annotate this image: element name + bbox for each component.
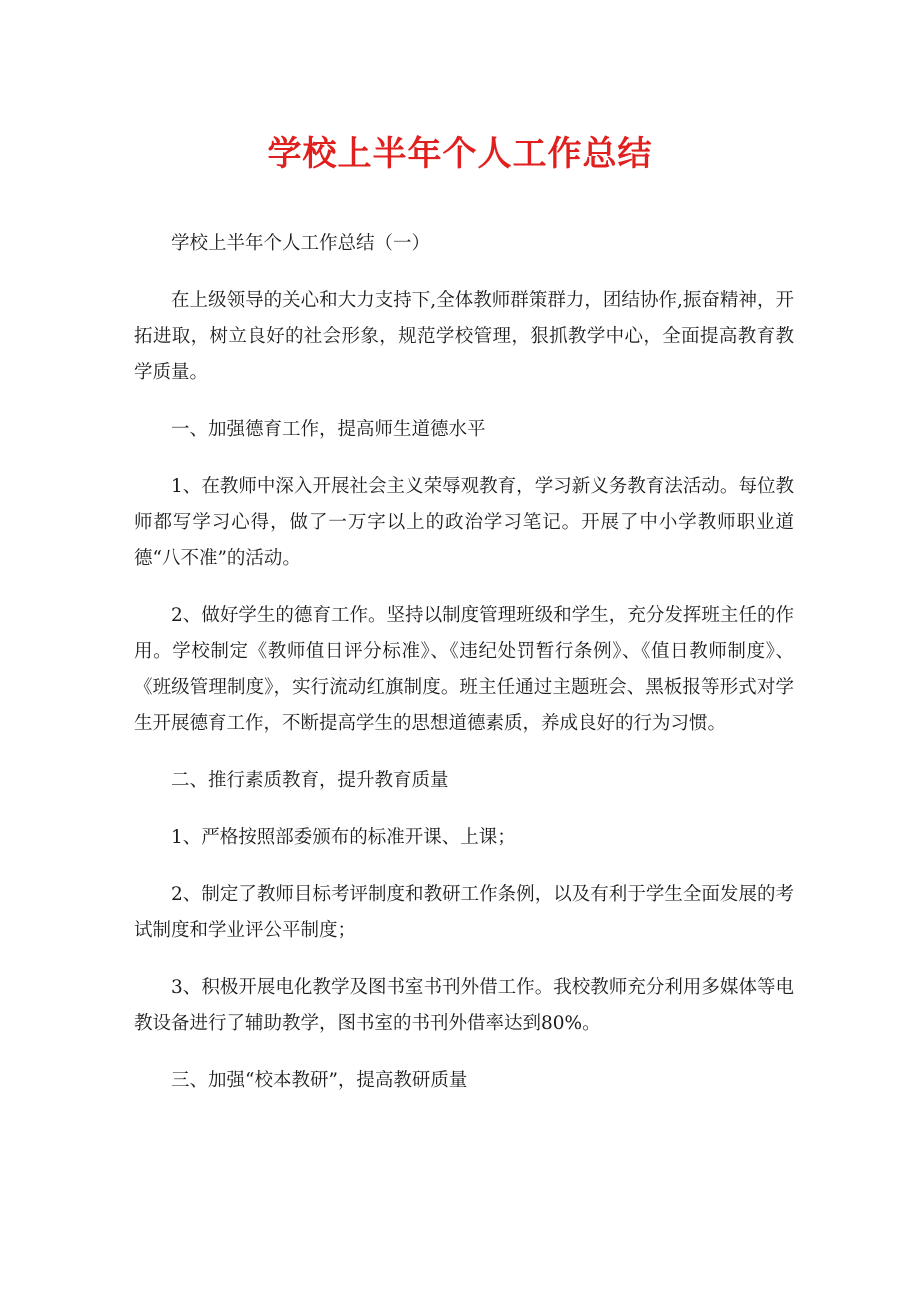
- document-body: [134, 226, 794, 1120]
- paragraph-curriculum-standards: 1、严格按照部委颁布的标准开课、上课；: [171, 827, 516, 848]
- paragraph-multimedia-library: 3、积极开展电化教学及图书室书刊外借工作。我校教师充分利用多媒体等电教设备进行了辅助教学，图书室的书刊外借率达到80%。: [134, 977, 794, 1034]
- intro-paragraph: 在上级领导的关心和大力支持下,全体教师群策群力，团结协作,振奋精神，开拓进取，树立良好的社会形象，规范学校管理，狠抓教学中心，全面提高教育教学质量。: [134, 290, 794, 383]
- heading-quality-education: 二、推行素质教育，提升教育质量: [171, 770, 449, 791]
- document-title: 学校上半年个人工作总结: [267, 134, 653, 174]
- paragraph-evaluation-systems: 2、制定了教师目标考评制度和教研工作条例，以及有利于学生全面发展的考试制度和学业评公平制度；: [134, 884, 794, 941]
- paragraph-student-moral-work: 2、做好学生的德育工作。坚持以制度管理班级和学生，充分发挥班主任的作用。学校制定《教师值日评分标准》、《违纪处罚暂行条例》、《值日教师制度》、《班级管理制度》，实行流动红旗制度。班主任通过主题班会、黑板报等形式对学生开展德育工作，不断提高学生的思想道德素质，养成良好的行为习惯。: [134, 605, 794, 734]
- paragraph-teacher-education: 1、在教师中深入开展社会主义荣辱观教育，学习新义务教育法活动。每位教师都写学习心得，做了一万字以上的政治学习笔记。开展了中小学教师职业道德“八不准”的活动。: [134, 476, 794, 569]
- heading-school-research: 三、加强“校本教研”，提高教研质量: [171, 1070, 468, 1091]
- heading-moral-education: 一、加强德育工作，提高师生道德水平: [171, 419, 486, 440]
- section-subtitle: 学校上半年个人工作总结（一）: [171, 233, 431, 254]
